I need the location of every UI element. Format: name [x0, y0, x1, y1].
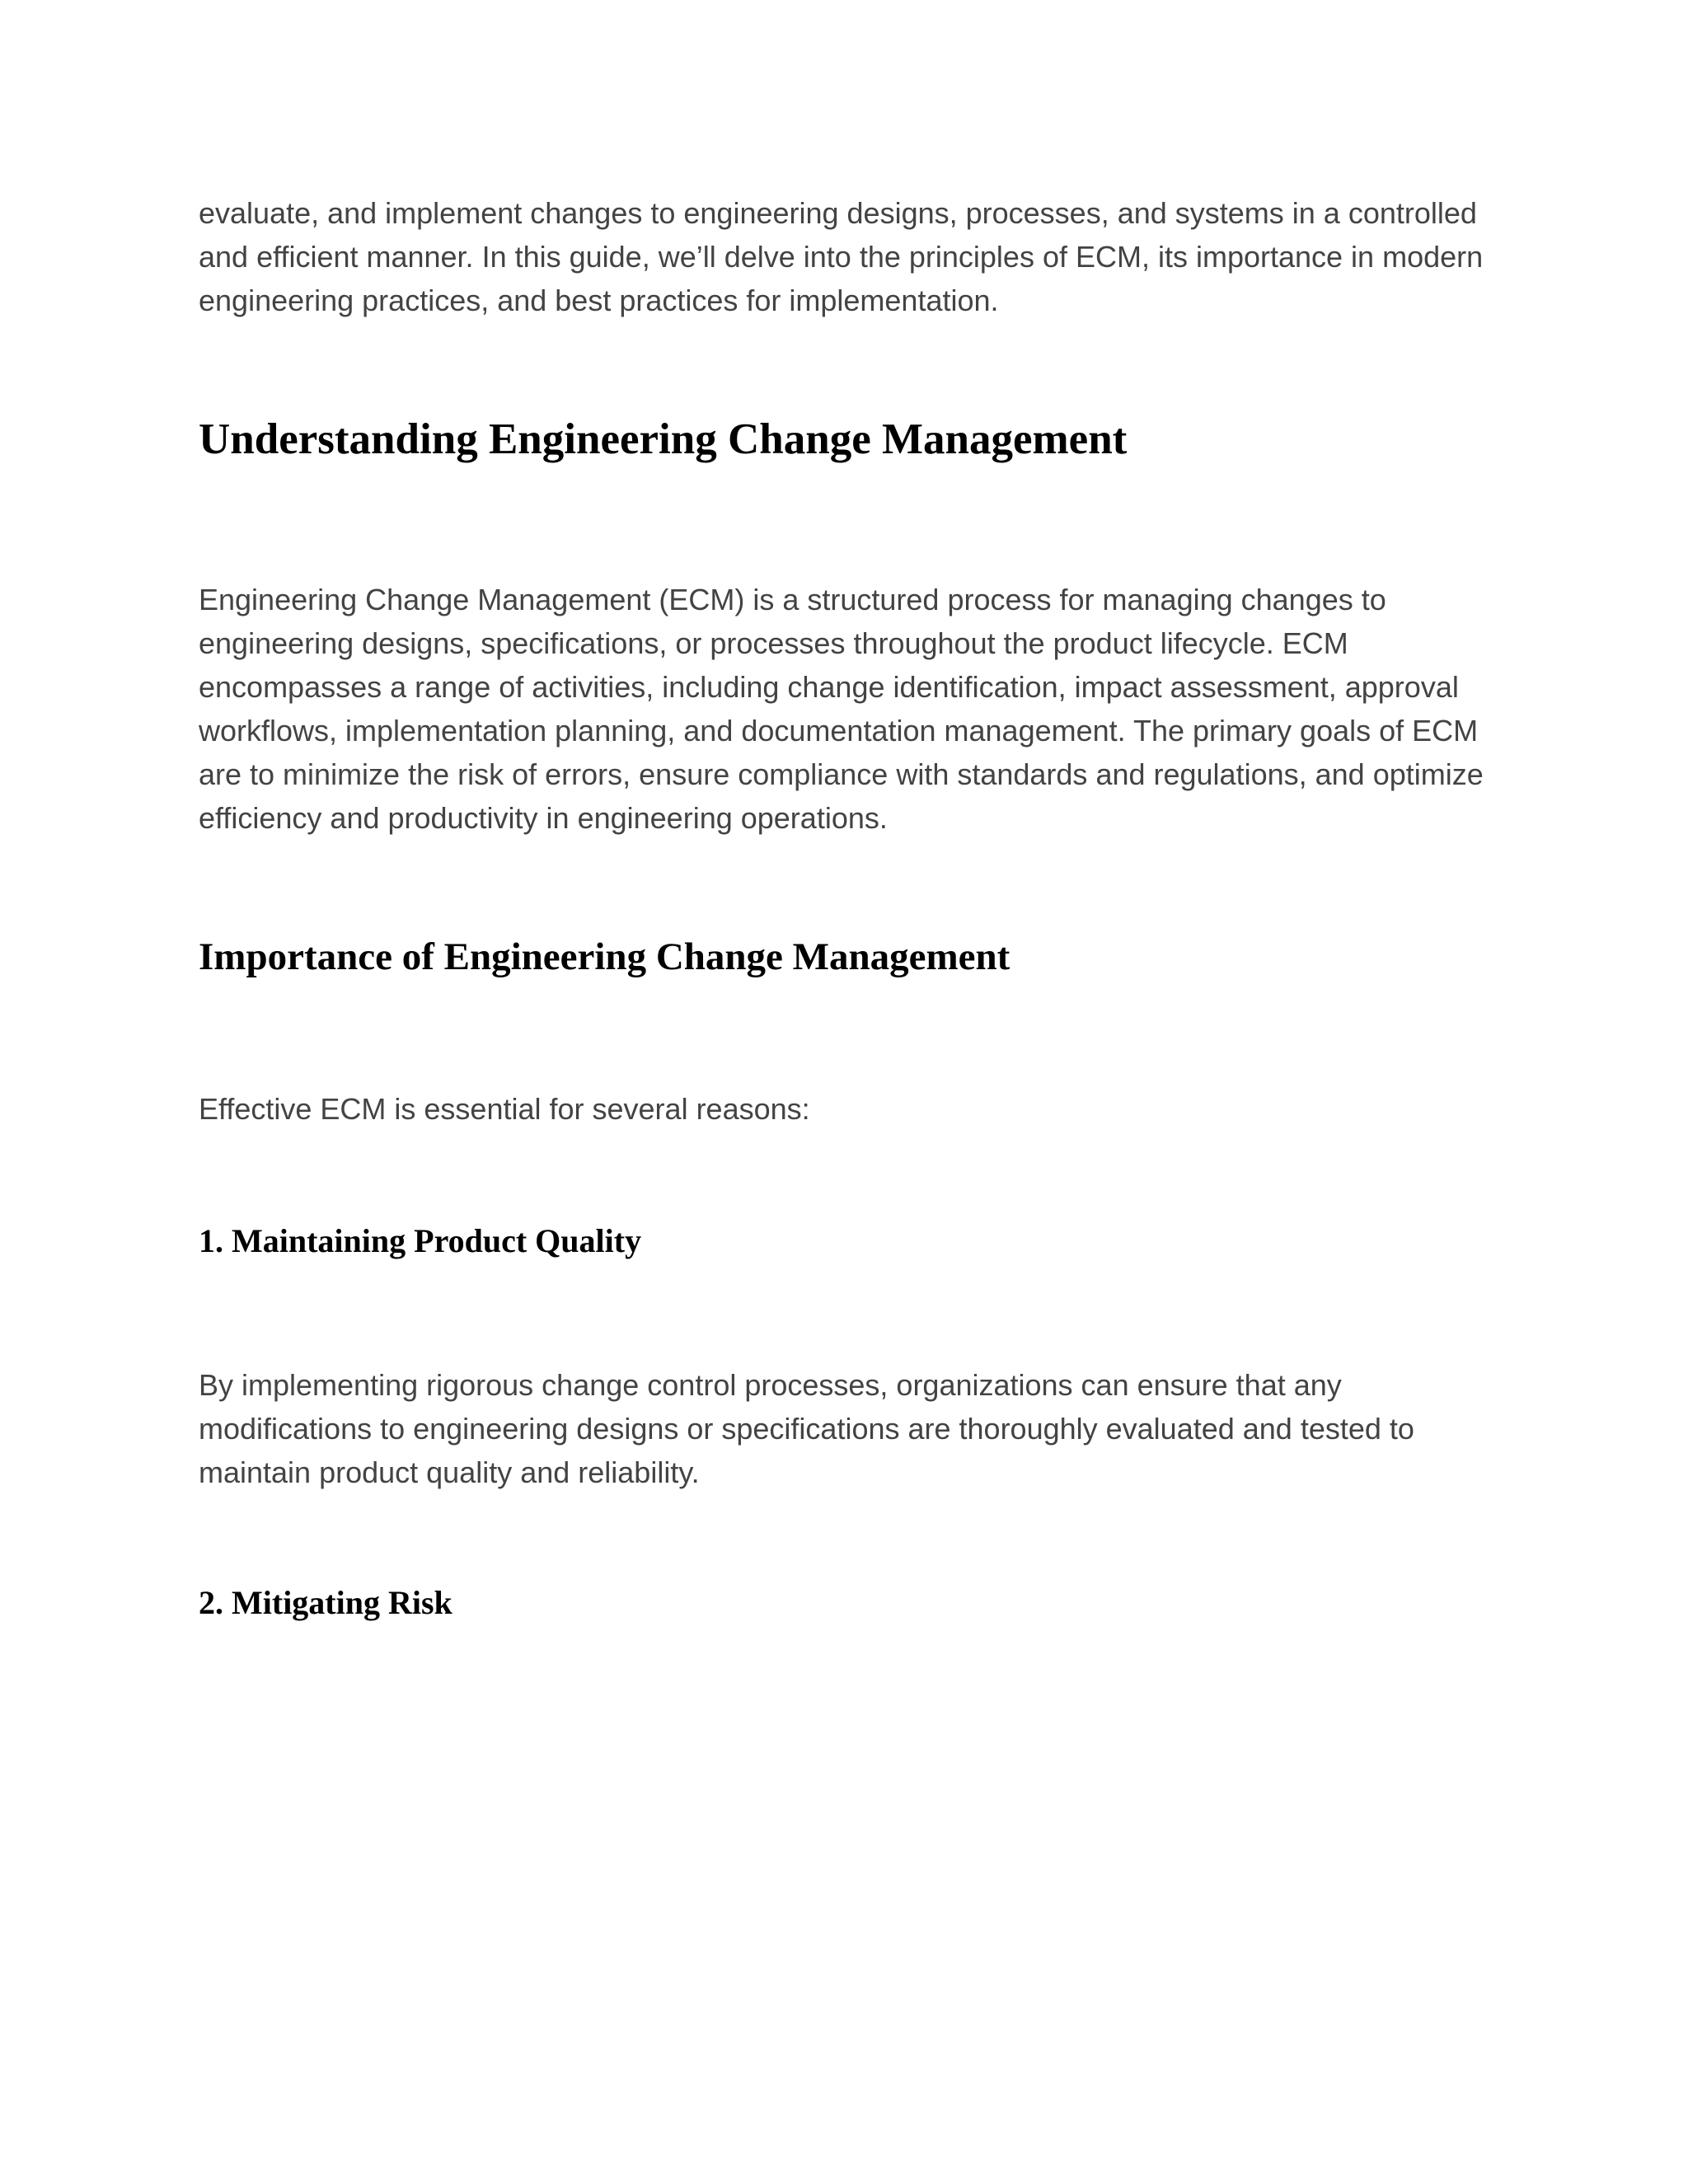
heading-understanding-ecm: Understanding Engineering Change Management — [199, 415, 1128, 463]
intro-paragraph: evaluate, and implement changes to engineering designs, processes, and systems in a controlled and efficient manner. In this guide, we’ll delve into the principles of ECM, its importance in modern engineering practices, and best practices for implementation. — [199, 196, 1484, 317]
document-content — [199, 191, 1484, 1626]
maintaining-product-quality-paragraph: By implementing rigorous change control processes, organizations can ensure that any modifications to engineering designs or specifications are thoroughly evaluated and tested to maintain product quality and reliability. — [199, 1368, 1414, 1489]
importance-ecm-paragraph: Effective ECM is essential for several reasons: — [199, 1092, 810, 1126]
heading-importance-ecm: Importance of Engineering Change Management — [199, 935, 1010, 978]
heading-mitigating-risk: 2. Mitigating Risk — [199, 1584, 452, 1621]
heading-maintaining-product-quality: 1. Maintaining Product Quality — [199, 1222, 642, 1259]
understanding-ecm-paragraph: Engineering Change Management (ECM) is a structured process for managing changes to engineering designs, specifications, or processes throughout the product lifecycle. ECM encompasses a range of activities, including change identification, impact assessment, approval workflows, implementation planning, and documentation management. The primary goals of ECM are to minimize the risk of errors, ensure compliance with standards and regulations, and optimize efficiency and productivity in engineering operations. — [199, 583, 1484, 835]
